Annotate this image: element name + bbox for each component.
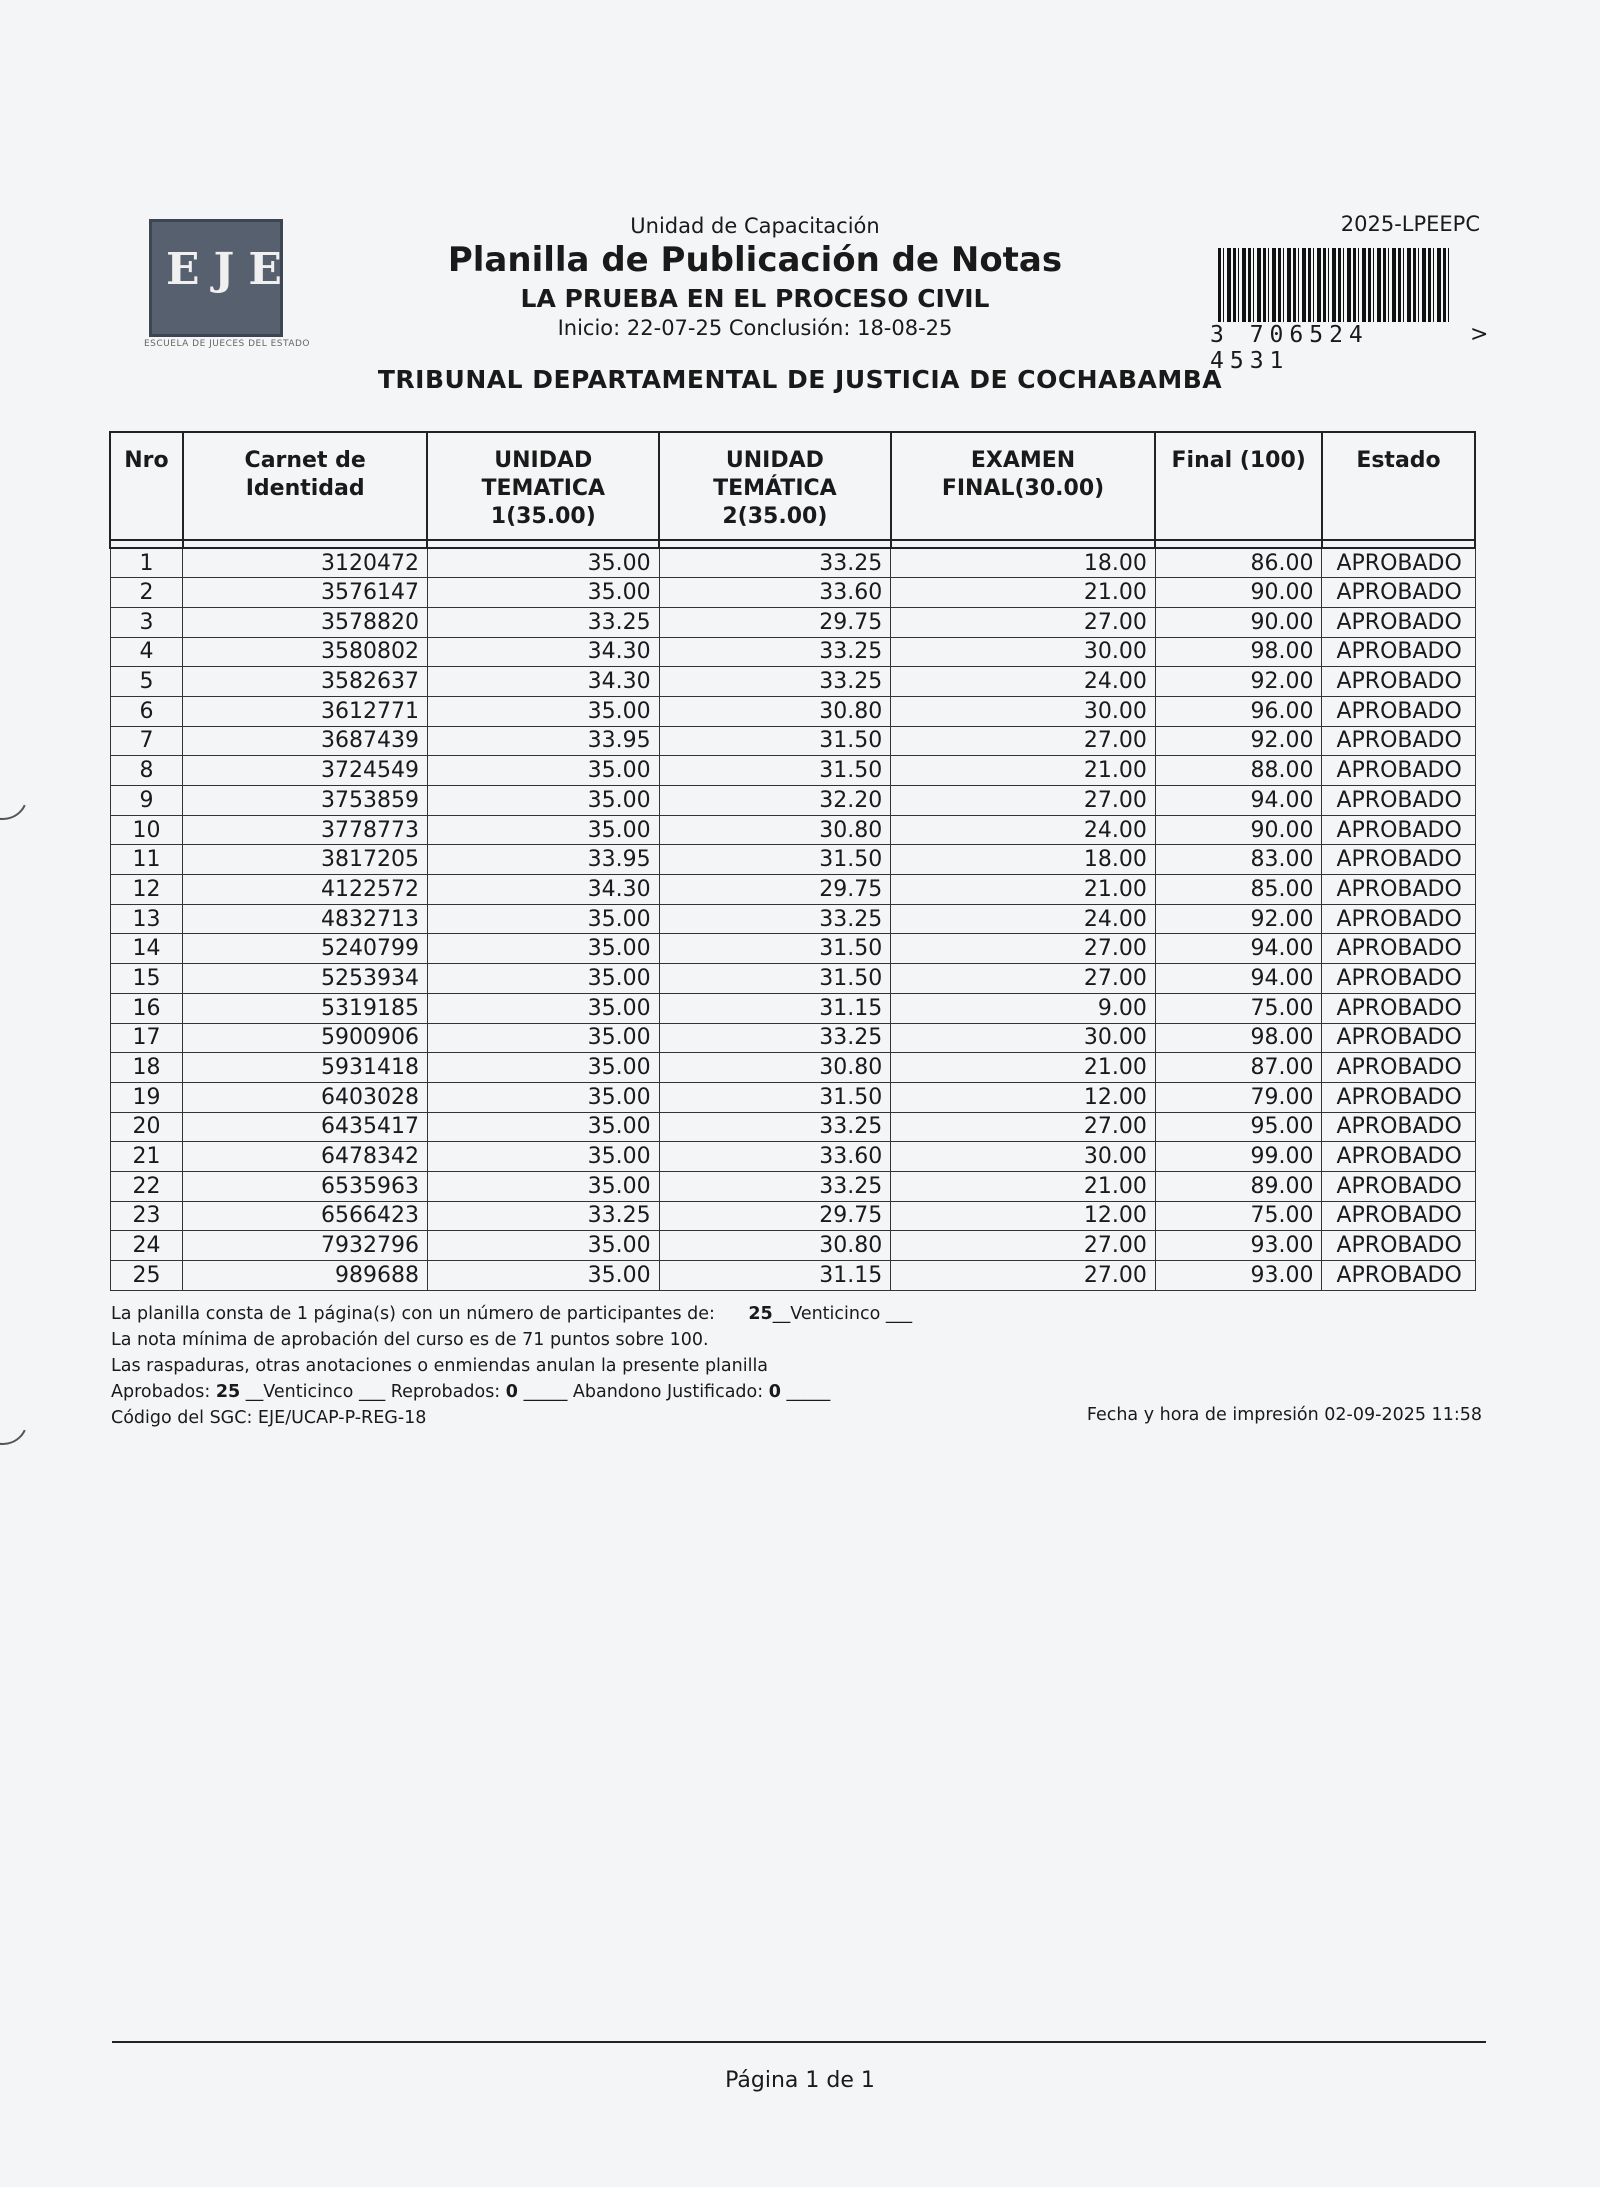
- table-row: [110, 726, 1475, 756]
- cell-nro: 21: [110, 1142, 183, 1172]
- cell-final: 89.00: [1155, 1171, 1322, 1201]
- cell-nro: 3: [110, 607, 183, 637]
- cell-final: 94.00: [1155, 964, 1322, 994]
- punch-hole-mark: [0, 1388, 35, 1452]
- cell-examen: 21.00: [891, 1171, 1156, 1201]
- footer-min-grade: La nota mínima de aprobación del curso es de 71 puntos sobre 100.: [111, 1330, 709, 1350]
- cell-carnet: 6403028: [183, 1082, 428, 1112]
- cell-examen: 21.00: [891, 756, 1156, 786]
- cell-estado: APROBADO: [1322, 1261, 1475, 1291]
- cell-final: 93.00: [1155, 1231, 1322, 1261]
- table-row: [110, 548, 1475, 578]
- cell-unidad2: 30.80: [659, 1053, 891, 1083]
- cell-unidad1: 34.30: [427, 667, 659, 697]
- cell-examen: 12.00: [891, 1082, 1156, 1112]
- aprobados-value: 25: [215, 1382, 241, 1402]
- cell-unidad2: 30.80: [659, 696, 891, 726]
- table-row: [110, 1231, 1475, 1261]
- cell-unidad2: 33.25: [659, 1171, 891, 1201]
- cell-final: 90.00: [1155, 578, 1322, 608]
- cell-nro: 25: [110, 1261, 183, 1291]
- cell-unidad2: 31.50: [659, 726, 891, 756]
- cell-estado: APROBADO: [1322, 578, 1475, 608]
- cell-examen: 21.00: [891, 1053, 1156, 1083]
- cell-estado: APROBADO: [1322, 667, 1475, 697]
- footer-disclaimer: Las raspaduras, otras anotaciones o enmiendas anulan la presente planilla: [111, 1356, 769, 1376]
- cell-examen: 30.00: [891, 637, 1156, 667]
- table-row: [110, 786, 1475, 816]
- cell-estado: APROBADO: [1322, 934, 1475, 964]
- cell-unidad1: 35.00: [427, 756, 659, 786]
- barcode-number: 3 706524 4531: [1210, 322, 1450, 374]
- cell-final: 83.00: [1155, 845, 1322, 875]
- header-gap-row: [110, 540, 1475, 548]
- table-row: [110, 696, 1475, 726]
- cell-final: 88.00: [1155, 756, 1322, 786]
- course-name: LA PRUEBA EN EL PROCESO CIVIL: [520, 284, 990, 313]
- cell-estado: APROBADO: [1322, 845, 1475, 875]
- grades-table: [109, 431, 1476, 1291]
- cell-estado: APROBADO: [1322, 726, 1475, 756]
- cell-unidad2: 33.25: [659, 637, 891, 667]
- table-row: [110, 993, 1475, 1023]
- cell-examen: 30.00: [891, 1142, 1156, 1172]
- cell-unidad2: 33.25: [659, 1112, 891, 1142]
- cell-examen: 18.00: [891, 548, 1156, 578]
- cell-unidad2: 31.50: [659, 1082, 891, 1112]
- cell-carnet: 4122572: [183, 875, 428, 905]
- table-row: [110, 1142, 1475, 1172]
- table-row: [110, 904, 1475, 934]
- cell-unidad2: 33.60: [659, 1142, 891, 1172]
- col-header-unidad1: UNIDAD TEMATICA 1(35.00): [427, 432, 659, 540]
- cell-final: 94.00: [1155, 786, 1322, 816]
- cell-nro: 7: [110, 726, 183, 756]
- cell-nro: 13: [110, 904, 183, 934]
- table-row: [110, 1023, 1475, 1053]
- cell-unidad2: 30.80: [659, 1231, 891, 1261]
- cell-nro: 5: [110, 667, 183, 697]
- cell-nro: 15: [110, 964, 183, 994]
- cell-estado: APROBADO: [1322, 875, 1475, 905]
- cell-unidad1: 35.00: [427, 1053, 659, 1083]
- cell-carnet: 5900906: [183, 1023, 428, 1053]
- cell-unidad2: 31.50: [659, 756, 891, 786]
- cell-carnet: 3576147: [183, 578, 428, 608]
- col-header-examen: EXAMEN FINAL(30.00): [891, 432, 1156, 540]
- table-row: [110, 667, 1475, 697]
- col-header-unidad2: UNIDAD TEMÁTICA 2(35.00): [659, 432, 891, 540]
- cell-final: 87.00: [1155, 1053, 1322, 1083]
- cell-unidad1: 35.00: [427, 696, 659, 726]
- cell-examen: 18.00: [891, 845, 1156, 875]
- cell-examen: 27.00: [891, 1261, 1156, 1291]
- cell-nro: 17: [110, 1023, 183, 1053]
- participants-words: __Venticinco ___: [772, 1304, 913, 1324]
- reprobados-value: 0: [505, 1382, 518, 1402]
- col-header-estado: Estado: [1322, 432, 1475, 540]
- cell-carnet: 3817205: [183, 845, 428, 875]
- footer-participants: [111, 1304, 912, 1324]
- cell-estado: APROBADO: [1322, 1023, 1475, 1053]
- cell-unidad2: 29.75: [659, 1201, 891, 1231]
- cell-unidad1: 35.00: [427, 993, 659, 1023]
- cell-carnet: 989688: [183, 1261, 428, 1291]
- cell-carnet: 5931418: [183, 1053, 428, 1083]
- cell-unidad1: 35.00: [427, 1112, 659, 1142]
- cell-carnet: 3580802: [183, 637, 428, 667]
- table-row: [110, 845, 1475, 875]
- cell-unidad1: 33.25: [427, 607, 659, 637]
- cell-nro: 11: [110, 845, 183, 875]
- print-date: Fecha y hora de impresión 02-09-2025 11:58: [1086, 1405, 1482, 1425]
- cell-carnet: 3612771: [183, 696, 428, 726]
- cell-unidad1: 35.00: [427, 1231, 659, 1261]
- table-row: [110, 815, 1475, 845]
- cell-final: 94.00: [1155, 934, 1322, 964]
- cell-examen: 24.00: [891, 815, 1156, 845]
- cell-estado: APROBADO: [1322, 607, 1475, 637]
- cell-final: 99.00: [1155, 1142, 1322, 1172]
- cell-unidad1: 35.00: [427, 786, 659, 816]
- cell-nro: 22: [110, 1171, 183, 1201]
- table-row: [110, 637, 1475, 667]
- cell-estado: APROBADO: [1322, 696, 1475, 726]
- sgc-code: Código del SGC: EJE/UCAP-P-REG-18: [111, 1408, 427, 1428]
- cell-examen: 27.00: [891, 726, 1156, 756]
- page-number: Página 1 de 1: [725, 2068, 875, 2093]
- cell-carnet: 4832713: [183, 904, 428, 934]
- abandono-value: 0: [768, 1382, 781, 1402]
- cell-unidad1: 33.95: [427, 726, 659, 756]
- cell-final: 96.00: [1155, 696, 1322, 726]
- cell-carnet: 3582637: [183, 667, 428, 697]
- cell-estado: APROBADO: [1322, 993, 1475, 1023]
- cell-examen: 30.00: [891, 1023, 1156, 1053]
- participants-count: 25: [748, 1304, 773, 1324]
- footer-summary: [111, 1382, 830, 1402]
- cell-carnet: 3778773: [183, 815, 428, 845]
- cell-unidad1: 35.00: [427, 1261, 659, 1291]
- cell-estado: APROBADO: [1322, 1201, 1475, 1231]
- participants-text: La planilla consta de 1 página(s) con un número de participantes de:: [111, 1304, 715, 1324]
- cell-examen: 12.00: [891, 1201, 1156, 1231]
- cell-final: 98.00: [1155, 637, 1322, 667]
- cell-nro: 1: [110, 548, 183, 578]
- court-name: TRIBUNAL DEPARTAMENTAL DE JUSTICIA DE COCHABAMBA: [377, 365, 1223, 394]
- cell-unidad1: 35.00: [427, 815, 659, 845]
- cell-unidad2: 31.50: [659, 964, 891, 994]
- page-title: Planilla de Publicación de Notas: [447, 240, 1063, 280]
- table-row: [110, 1082, 1475, 1112]
- cell-estado: APROBADO: [1322, 815, 1475, 845]
- cell-final: 93.00: [1155, 1261, 1322, 1291]
- cell-estado: APROBADO: [1322, 1171, 1475, 1201]
- cell-unidad1: 35.00: [427, 904, 659, 934]
- cell-unidad1: 33.25: [427, 1201, 659, 1231]
- cell-final: 98.00: [1155, 1023, 1322, 1053]
- cell-examen: 27.00: [891, 934, 1156, 964]
- cell-nro: 18: [110, 1053, 183, 1083]
- table-row: [110, 756, 1475, 786]
- cell-unidad1: 35.00: [427, 548, 659, 578]
- cell-nro: 24: [110, 1231, 183, 1261]
- cell-estado: APROBADO: [1322, 756, 1475, 786]
- cell-unidad2: 31.15: [659, 1261, 891, 1291]
- cell-final: 95.00: [1155, 1112, 1322, 1142]
- footer-divider: [112, 2041, 1486, 2043]
- cell-carnet: 3687439: [183, 726, 428, 756]
- cell-nro: 14: [110, 934, 183, 964]
- cell-nro: 8: [110, 756, 183, 786]
- cell-unidad1: 35.00: [427, 1171, 659, 1201]
- cell-carnet: 3753859: [183, 786, 428, 816]
- cell-estado: APROBADO: [1322, 1082, 1475, 1112]
- cell-nro: 2: [110, 578, 183, 608]
- cell-unidad1: 35.00: [427, 934, 659, 964]
- cell-carnet: 3578820: [183, 607, 428, 637]
- cell-unidad2: 33.60: [659, 578, 891, 608]
- cell-nro: 20: [110, 1112, 183, 1142]
- cell-nro: 12: [110, 875, 183, 905]
- col-header-final: Final (100): [1155, 432, 1322, 540]
- cell-examen: 27.00: [891, 786, 1156, 816]
- col-header-nro: Nro: [110, 432, 183, 540]
- table-row: [110, 1201, 1475, 1231]
- cell-examen: 24.00: [891, 667, 1156, 697]
- cell-final: 86.00: [1155, 548, 1322, 578]
- cell-carnet: 7932796: [183, 1231, 428, 1261]
- cell-examen: 27.00: [891, 1231, 1156, 1261]
- cell-estado: APROBADO: [1322, 1112, 1475, 1142]
- barcode-arrow: >: [1470, 322, 1489, 347]
- aprobados-text: __Venticinco ___: [245, 1382, 386, 1402]
- cell-nro: 19: [110, 1082, 183, 1112]
- logo-subtitle: ESCUELA DE JUECES DEL ESTADO: [143, 339, 310, 349]
- cell-examen: 21.00: [891, 875, 1156, 905]
- cell-estado: APROBADO: [1322, 1231, 1475, 1261]
- punch-hole-mark: [0, 763, 35, 827]
- cell-unidad1: 33.95: [427, 845, 659, 875]
- cell-examen: 27.00: [891, 964, 1156, 994]
- cell-unidad2: 33.25: [659, 904, 891, 934]
- cell-unidad1: 35.00: [427, 1082, 659, 1112]
- cell-unidad2: 33.25: [659, 667, 891, 697]
- logo-letters: EJE: [166, 244, 296, 295]
- cell-final: 92.00: [1155, 904, 1322, 934]
- table-row: [110, 875, 1475, 905]
- cell-estado: APROBADO: [1322, 1142, 1475, 1172]
- abandono-label: Abandono Justificado:: [572, 1382, 764, 1402]
- cell-final: 92.00: [1155, 726, 1322, 756]
- cell-unidad1: 34.30: [427, 637, 659, 667]
- cell-unidad1: 35.00: [427, 578, 659, 608]
- course-dates: Inicio: 22-07-25 Conclusión: 18-08-25: [557, 316, 953, 340]
- table-row: [110, 1171, 1475, 1201]
- unit-name: Unidad de Capacitación: [630, 214, 880, 238]
- col-header-carnet: Carnet de Identidad: [183, 432, 428, 540]
- barcode: [1210, 248, 1450, 374]
- cell-nro: 6: [110, 696, 183, 726]
- cell-nro: 16: [110, 993, 183, 1023]
- table-row: [110, 964, 1475, 994]
- cell-nro: 23: [110, 1201, 183, 1231]
- logo-book-icon: [149, 219, 296, 337]
- cell-nro: 9: [110, 786, 183, 816]
- cell-nro: 10: [110, 815, 183, 845]
- table-row: [110, 607, 1475, 637]
- cell-estado: APROBADO: [1322, 1053, 1475, 1083]
- cell-examen: 27.00: [891, 1112, 1156, 1142]
- cell-unidad2: 33.25: [659, 548, 891, 578]
- cell-unidad2: 33.25: [659, 1023, 891, 1053]
- cell-estado: APROBADO: [1322, 904, 1475, 934]
- cell-unidad2: 29.75: [659, 875, 891, 905]
- abandono-blank: _____: [786, 1382, 831, 1402]
- cell-final: 79.00: [1155, 1082, 1322, 1112]
- cell-nro: 4: [110, 637, 183, 667]
- cell-final: 85.00: [1155, 875, 1322, 905]
- cell-final: 90.00: [1155, 607, 1322, 637]
- institution-logo: [145, 215, 310, 363]
- cell-final: 75.00: [1155, 1201, 1322, 1231]
- table-row: [110, 578, 1475, 608]
- cell-carnet: 6566423: [183, 1201, 428, 1231]
- document-code: 2025-LPEEPC: [1340, 212, 1480, 236]
- cell-examen: 24.00: [891, 904, 1156, 934]
- cell-unidad1: 35.00: [427, 1142, 659, 1172]
- cell-unidad2: 29.75: [659, 607, 891, 637]
- cell-examen: 27.00: [891, 607, 1156, 637]
- cell-final: 75.00: [1155, 993, 1322, 1023]
- cell-final: 92.00: [1155, 667, 1322, 697]
- cell-examen: 9.00: [891, 993, 1156, 1023]
- cell-unidad2: 32.20: [659, 786, 891, 816]
- table-row: [110, 934, 1475, 964]
- cell-unidad1: 35.00: [427, 964, 659, 994]
- cell-examen: 30.00: [891, 696, 1156, 726]
- cell-carnet: 3724549: [183, 756, 428, 786]
- cell-unidad1: 35.00: [427, 1023, 659, 1053]
- reprobados-label: Reprobados:: [390, 1382, 501, 1402]
- cell-unidad2: 31.50: [659, 934, 891, 964]
- cell-carnet: 6435417: [183, 1112, 428, 1142]
- table-row: [110, 1261, 1475, 1291]
- cell-unidad2: 31.50: [659, 845, 891, 875]
- cell-carnet: 5240799: [183, 934, 428, 964]
- barcode-bars: [1218, 248, 1450, 322]
- cell-estado: APROBADO: [1322, 786, 1475, 816]
- cell-carnet: 3120472: [183, 548, 428, 578]
- cell-examen: 21.00: [891, 578, 1156, 608]
- cell-carnet: 5319185: [183, 993, 428, 1023]
- cell-carnet: 5253934: [183, 964, 428, 994]
- reprobados-blank: _____: [523, 1382, 568, 1402]
- cell-final: 90.00: [1155, 815, 1322, 845]
- cell-estado: APROBADO: [1322, 637, 1475, 667]
- table-header-row: [110, 432, 1475, 540]
- aprobados-label: Aprobados:: [111, 1382, 211, 1402]
- cell-estado: APROBADO: [1322, 964, 1475, 994]
- cell-estado: APROBADO: [1322, 548, 1475, 578]
- table-row: [110, 1053, 1475, 1083]
- cell-carnet: 6478342: [183, 1142, 428, 1172]
- cell-unidad2: 31.15: [659, 993, 891, 1023]
- cell-unidad2: 30.80: [659, 815, 891, 845]
- cell-carnet: 6535963: [183, 1171, 428, 1201]
- table-row: [110, 1112, 1475, 1142]
- cell-unidad1: 34.30: [427, 875, 659, 905]
